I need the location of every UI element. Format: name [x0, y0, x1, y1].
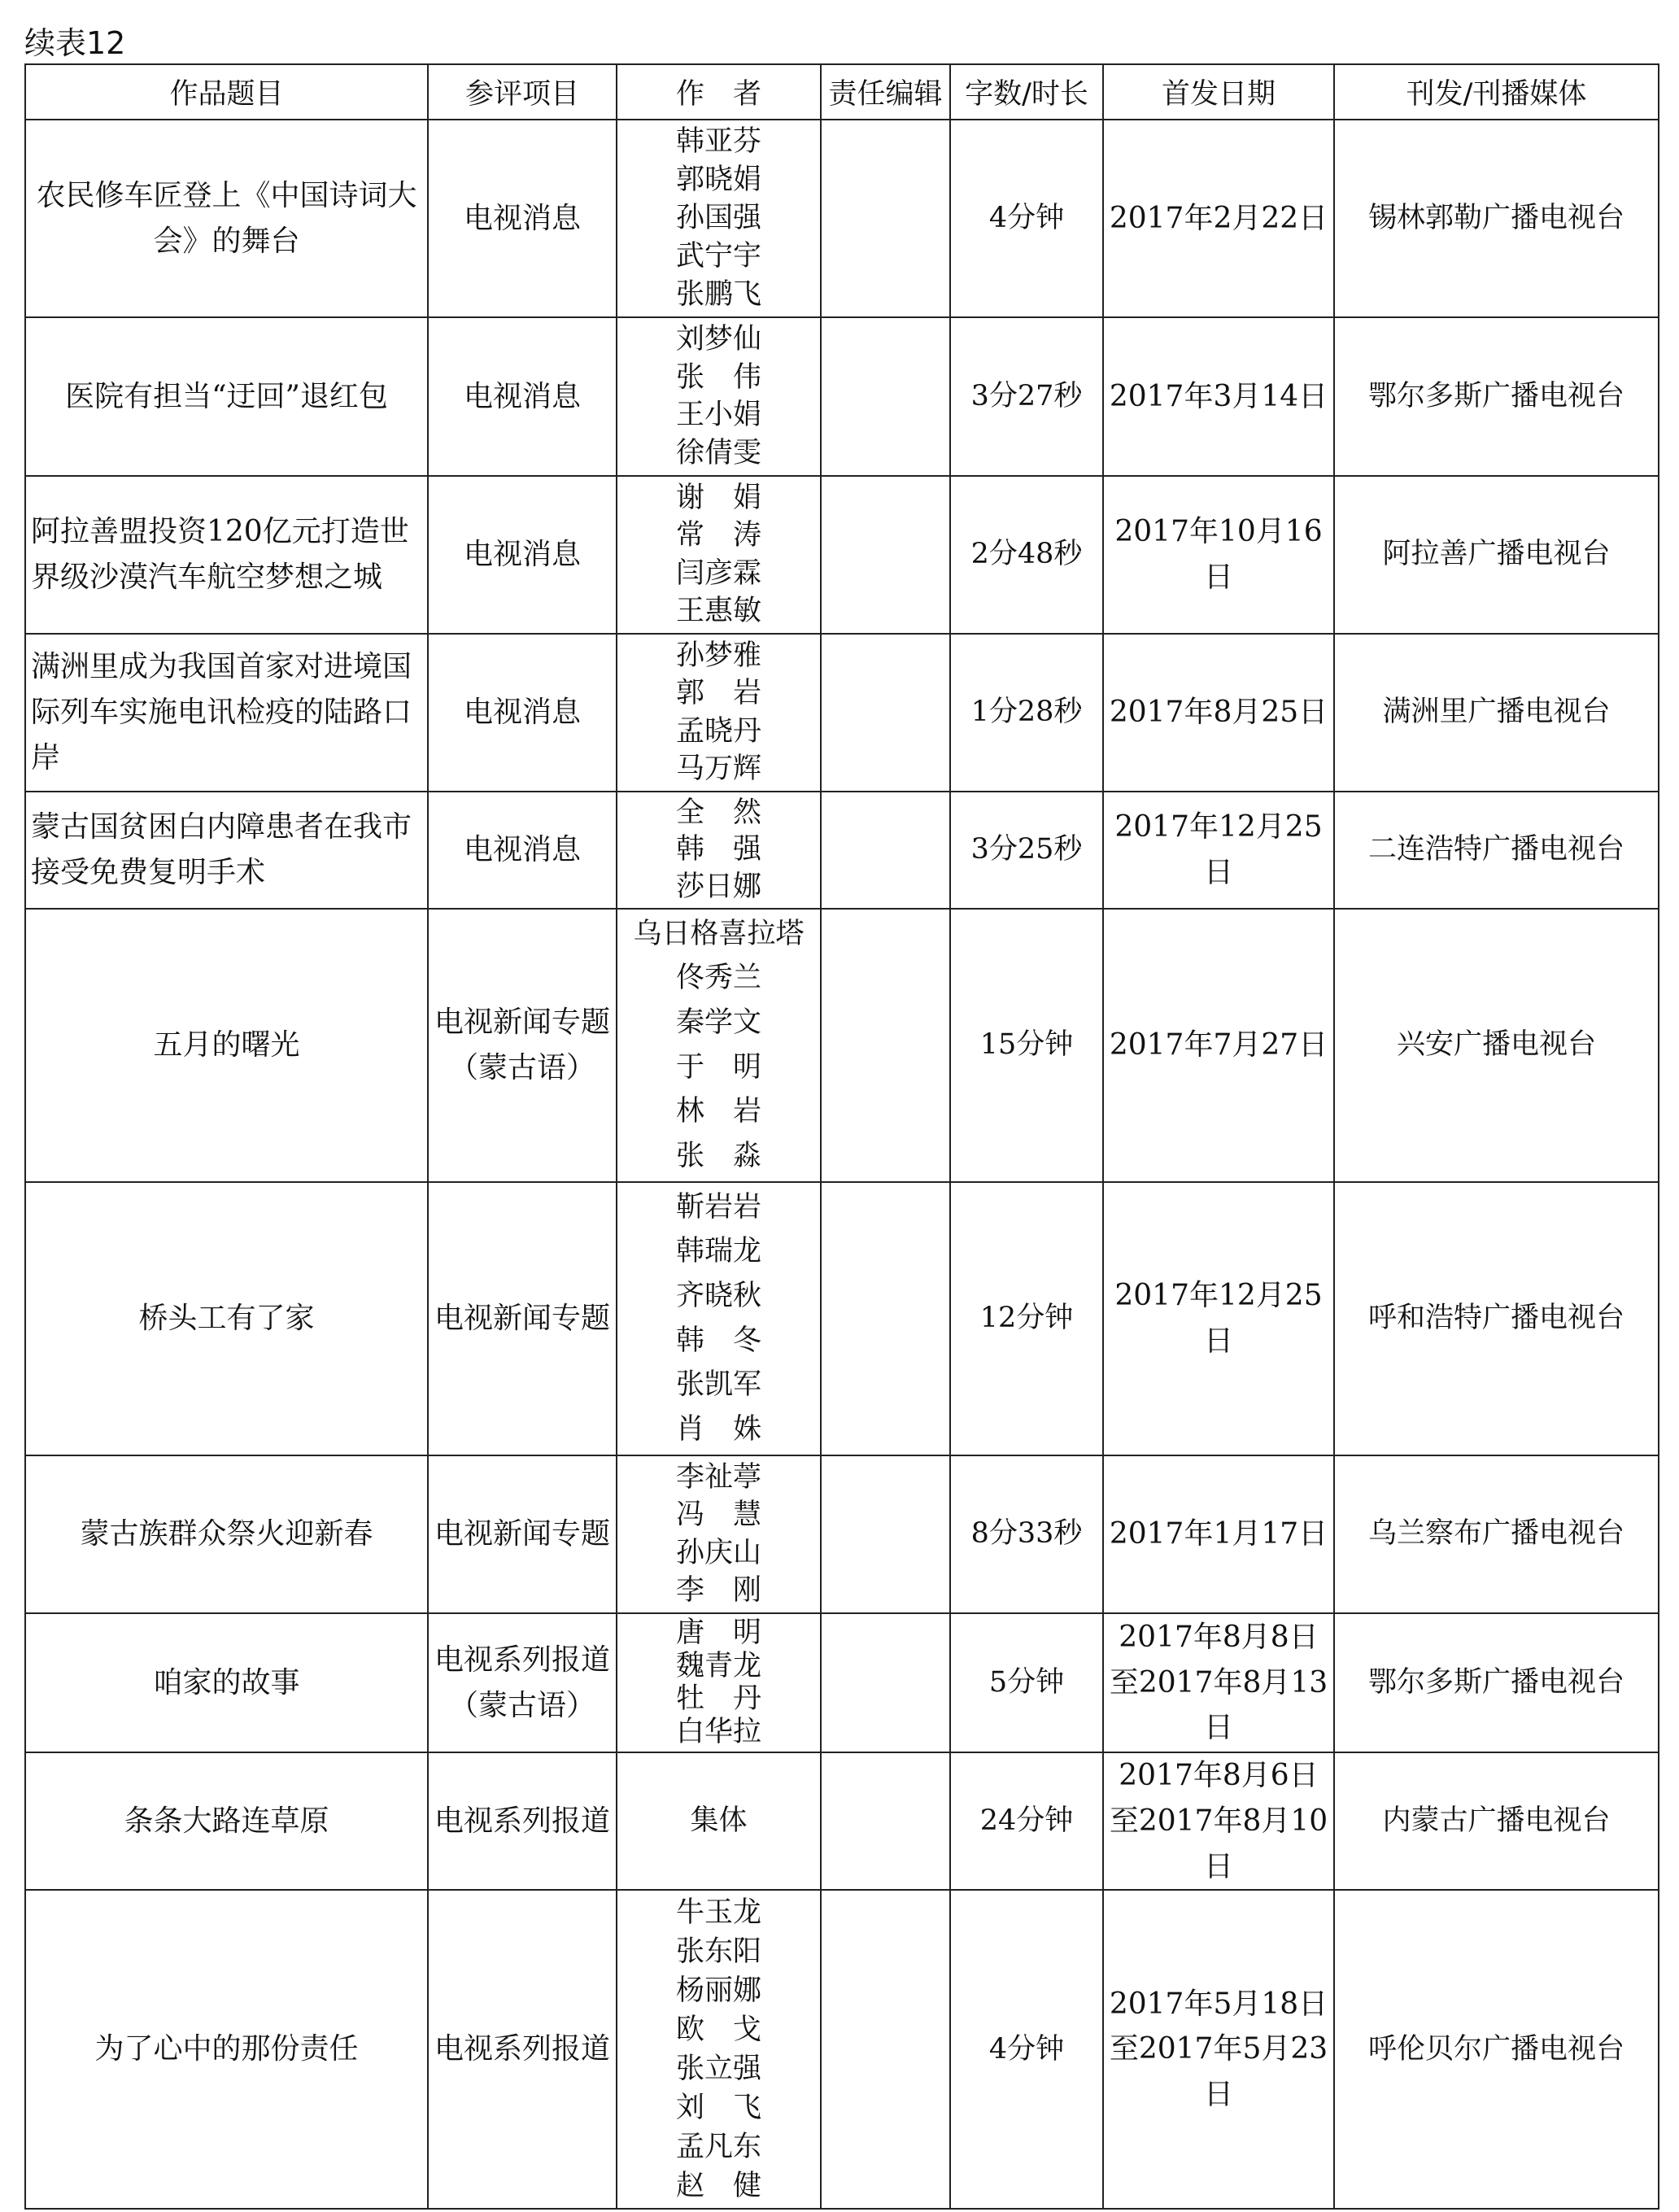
cell-media: 兴安广播电视台 [1334, 909, 1659, 1182]
cell-category: 电视新闻专题 [428, 1182, 617, 1455]
author-name: 秦学文 [675, 1006, 761, 1040]
table-row [25, 634, 1659, 792]
cell-media: 满洲里广播电视台 [1334, 634, 1659, 792]
author-name: 肖 姝 [675, 1413, 761, 1446]
author-list [617, 121, 820, 316]
cell-media: 锡林郭勒广播电视台 [1334, 120, 1659, 317]
table-caption: 续表12 [24, 25, 126, 61]
author-name: 闫彦霖 [675, 556, 761, 590]
author-name: 王小娟 [675, 399, 761, 432]
cell-date: 2017年12月25日 [1103, 792, 1334, 909]
author-name: 郭晓娟 [675, 164, 761, 196]
author-list [617, 910, 820, 1180]
cell-date: 2017年5月18日至2017年5月23日 [1103, 1890, 1334, 2209]
author-name: 全 然 [675, 796, 761, 830]
cell-category: 电视系列报道（蒙古语） [428, 1613, 617, 1752]
author-list [617, 1758, 820, 1885]
author-name: 杨丽娜 [675, 1974, 761, 2007]
author-name: 孟晓丹 [675, 714, 761, 748]
cell-editor [821, 317, 950, 476]
cell-media: 鄂尔多斯广播电视台 [1334, 1613, 1659, 1752]
author-name: 韩 冬 [675, 1324, 761, 1357]
cell-category: 电视新闻专题 [428, 1455, 617, 1613]
cell-category: 电视消息 [428, 317, 617, 476]
cell-length: 8分33秒 [950, 1455, 1103, 1613]
cell-editor [821, 792, 950, 909]
cell-title: 满洲里成为我国首家对进境国际列车实施电讯检疫的陆路口岸 [25, 634, 428, 792]
author-name: 佟秀兰 [675, 962, 761, 995]
cell-title: 蒙古族群众祭火迎新春 [25, 1455, 428, 1613]
cell-category: 电视消息 [428, 634, 617, 792]
author-name: 孙梦雅 [675, 639, 761, 672]
cell-authors [617, 317, 821, 476]
cell-title: 条条大路连草原 [25, 1752, 428, 1890]
table-body [25, 120, 1659, 2209]
author-name: 牛玉龙 [675, 1896, 761, 1929]
author-name: 张 淼 [675, 1140, 761, 1173]
cell-media: 呼伦贝尔广播电视台 [1334, 1890, 1659, 2209]
cell-length: 3分27秒 [950, 317, 1103, 476]
cell-date: 2017年8月8日至2017年8月13日 [1103, 1613, 1334, 1752]
author-name: 集体 [690, 1804, 748, 1838]
author-name: 常 涛 [675, 519, 761, 552]
cell-title: 为了心中的那份责任 [25, 1890, 428, 2209]
cell-media: 阿拉善广播电视台 [1334, 476, 1659, 634]
cell-length: 15分钟 [950, 909, 1103, 1182]
cell-authors [617, 1455, 821, 1613]
cell-media: 呼和浩特广播电视台 [1334, 1182, 1659, 1455]
author-name: 韩 强 [675, 833, 761, 866]
cell-authors [617, 1182, 821, 1455]
author-name: 谢 娟 [675, 481, 761, 514]
cell-editor [821, 1752, 950, 1890]
cell-authors [617, 1613, 821, 1752]
author-name: 韩瑞龙 [675, 1235, 761, 1268]
author-list [617, 1184, 820, 1454]
author-name: 张鹏飞 [675, 278, 761, 311]
author-name: 郭 岩 [675, 677, 761, 710]
cell-category: 电视系列报道 [428, 1752, 617, 1890]
author-list [617, 793, 820, 907]
author-name: 张立强 [675, 2052, 761, 2085]
author-name: 乌日格喜拉塔 [633, 917, 805, 950]
cell-editor [821, 476, 950, 634]
header-media: 刊发/刊播媒体 [1334, 64, 1659, 120]
cell-title: 农民修车匠登上《中国诗词大会》的舞台 [25, 120, 428, 317]
header-length: 字数/时长 [950, 64, 1103, 120]
author-name: 冯 慧 [675, 1499, 761, 1532]
cell-category: 电视新闻专题（蒙古语） [428, 909, 617, 1182]
cell-media: 乌兰察布广播电视台 [1334, 1455, 1659, 1613]
author-name: 徐倩雯 [675, 437, 761, 470]
author-name: 马万辉 [675, 753, 761, 786]
author-name: 韩亚芬 [675, 125, 761, 158]
author-name: 莎日娜 [675, 870, 761, 903]
author-list [617, 635, 820, 790]
cell-date: 2017年8月25日 [1103, 634, 1334, 792]
cell-title: 蒙古国贫困白内障患者在我市接受免费复明手术 [25, 792, 428, 909]
cell-date: 2017年2月22日 [1103, 120, 1334, 317]
author-name: 张凯军 [675, 1368, 761, 1402]
author-name: 孙庆山 [675, 1536, 761, 1569]
author-name: 李 刚 [675, 1574, 761, 1608]
cell-date: 2017年7月27日 [1103, 909, 1334, 1182]
cell-length: 4分钟 [950, 120, 1103, 317]
author-list [617, 319, 820, 474]
cell-length: 12分钟 [950, 1182, 1103, 1455]
table-row [25, 1182, 1659, 1455]
cell-editor [821, 120, 950, 317]
table-row [25, 1890, 1659, 2209]
author-name: 欧 戈 [675, 2013, 761, 2046]
cell-authors [617, 792, 821, 909]
cell-date: 2017年3月14日 [1103, 317, 1334, 476]
cell-length: 3分25秒 [950, 792, 1103, 909]
header-row [25, 64, 1659, 120]
author-list [617, 1457, 820, 1612]
author-name: 牡 丹 [675, 1682, 761, 1716]
author-list [617, 478, 820, 632]
cell-date: 2017年12月25日 [1103, 1182, 1334, 1455]
cell-media: 二连浩特广播电视台 [1334, 792, 1659, 909]
header-authors: 作 者 [617, 64, 821, 120]
author-name: 刘 飞 [675, 2091, 761, 2124]
table-row [25, 317, 1659, 476]
cell-authors [617, 1890, 821, 2209]
author-name: 张 伟 [675, 360, 761, 394]
cell-length: 2分48秒 [950, 476, 1103, 634]
author-name: 刘梦仙 [675, 322, 761, 356]
author-name: 白华拉 [675, 1716, 761, 1749]
table-row [25, 1455, 1659, 1613]
table-row [25, 909, 1659, 1182]
cell-length: 1分28秒 [950, 634, 1103, 792]
cell-editor [821, 909, 950, 1182]
table-row [25, 120, 1659, 317]
cell-editor [821, 1455, 950, 1613]
header-date: 首发日期 [1103, 64, 1334, 120]
cell-length: 4分钟 [950, 1890, 1103, 2209]
cell-authors [617, 1752, 821, 1890]
author-name: 靳岩岩 [675, 1190, 761, 1224]
table-row [25, 476, 1659, 634]
cell-category: 电视消息 [428, 120, 617, 317]
author-name: 孟凡东 [675, 2130, 761, 2163]
author-list [617, 1615, 820, 1751]
cell-category: 电视消息 [428, 476, 617, 634]
cell-editor [821, 634, 950, 792]
cell-length: 5分钟 [950, 1613, 1103, 1752]
awards-table [24, 63, 1659, 2210]
cell-date: 2017年10月16日 [1103, 476, 1334, 634]
author-name: 赵 健 [675, 2169, 761, 2202]
cell-editor [821, 1613, 950, 1752]
cell-editor [821, 1890, 950, 2209]
cell-authors [617, 634, 821, 792]
cell-media: 鄂尔多斯广播电视台 [1334, 317, 1659, 476]
table-row [25, 792, 1659, 909]
cell-authors [617, 120, 821, 317]
cell-authors [617, 476, 821, 634]
author-name: 武宁宇 [675, 240, 761, 273]
author-name: 齐晓秋 [675, 1280, 761, 1313]
cell-length: 24分钟 [950, 1752, 1103, 1890]
author-name: 李祉葶 [675, 1460, 761, 1494]
cell-date: 2017年8月6日至2017年8月10日 [1103, 1752, 1334, 1890]
author-name: 张东阳 [675, 1935, 761, 1968]
author-name: 于 明 [675, 1050, 761, 1084]
header-category: 参评项目 [428, 64, 617, 120]
cell-title: 五月的曙光 [25, 909, 428, 1182]
cell-category: 电视消息 [428, 792, 617, 909]
header-editor: 责任编辑 [821, 64, 950, 120]
cell-editor [821, 1182, 950, 1455]
author-name: 林 岩 [675, 1095, 761, 1128]
cell-media: 内蒙古广播电视台 [1334, 1752, 1659, 1890]
cell-date: 2017年1月17日 [1103, 1455, 1334, 1613]
cell-title: 咱家的故事 [25, 1613, 428, 1752]
author-name: 孙国强 [675, 202, 761, 234]
cell-title: 医院有担当“迂回”退红包 [25, 317, 428, 476]
author-list [617, 1891, 820, 2207]
table-row [25, 1752, 1659, 1890]
author-name: 王惠敏 [675, 595, 761, 628]
author-name: 魏青龙 [675, 1649, 761, 1682]
table-row [25, 1613, 1659, 1752]
cell-authors [617, 909, 821, 1182]
author-name: 唐 明 [675, 1616, 761, 1649]
cell-title: 桥头工有了家 [25, 1182, 428, 1455]
cell-category: 电视系列报道 [428, 1890, 617, 2209]
header-title: 作品题目 [25, 64, 428, 120]
cell-title: 阿拉善盟投资120亿元打造世界级沙漠汽车航空梦想之城 [25, 476, 428, 634]
